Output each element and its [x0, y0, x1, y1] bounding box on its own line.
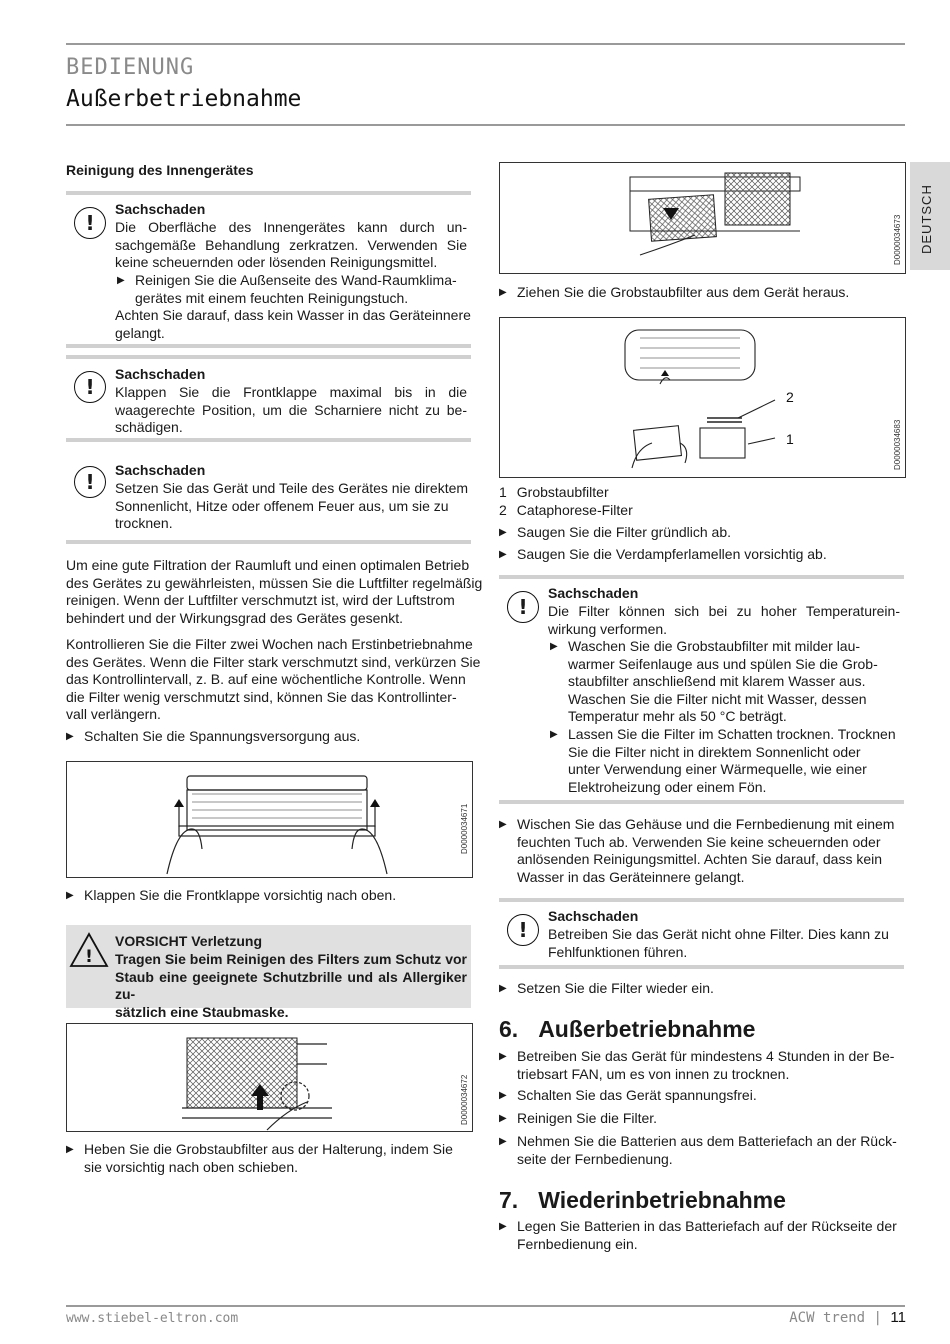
sec6-step-4: ▶ Nehmen Sie die Batterien aus dem Batteriefach an der Rück- seite der Fernbedienung. — [499, 1133, 897, 1168]
footer-rule — [66, 1305, 905, 1307]
warning-title: Sachschaden — [115, 201, 206, 217]
warning-box-2 — [66, 355, 471, 443]
section-6-heading: 6. Außerbetriebnahme — [499, 1016, 756, 1042]
warning-note: Achten Sie darauf, dass kein Wasser in das Geräteinnere gelangt. — [115, 307, 471, 341]
warning-icon: ! — [507, 591, 539, 623]
sec6-step-3: ▶ Reinigen Sie die Filter. — [499, 1110, 657, 1128]
page-title: Außerbetriebnahme — [66, 86, 302, 112]
footer-product: ACW trend — [789, 1310, 866, 1326]
figure-illustration — [67, 762, 472, 877]
figure-label-1: 1 — [786, 431, 794, 447]
warning-text: Die Oberfläche des Innengerätes kann durch un- sachgemäße Behandlung zerkratzen. Verwenden Sie keine scheuernden oder lösenden Reinigungsmittel. — [115, 219, 467, 271]
footer-url[interactable]: www.stiebel-eltron.com — [66, 1311, 239, 1326]
figure-label-2: 2 — [786, 389, 794, 405]
step-open-flap: ▶ Klappen Sie die Frontklappe vorsichtig nach oben. — [66, 887, 396, 905]
figure-code: D0000034672 — [460, 1074, 469, 1125]
page-number: 11 — [890, 1309, 906, 1326]
warning-text: Betreiben Sie das Gerät nicht ohne Filter. Dies kann zu Fehlfunktionen führen. — [548, 926, 889, 960]
warning-title: Sachschaden — [548, 585, 639, 601]
warning-text: Die Filter können sich bei zu hoher Temperaturein- wirkung verformen. — [548, 603, 900, 637]
caution-triangle-icon — [69, 932, 109, 968]
figure-illustration — [67, 1024, 472, 1131]
warning-title: Sachschaden — [115, 366, 206, 382]
header-bottom-rule — [66, 124, 905, 126]
warning-bullet-wash: ▶ Waschen Sie die Grobstaubfilter mit milder lau- warmer Seifenlauge aus und spülen Sie die Grob- staubfilter anschließend mit klarem Wasser aus. Waschen Sie die Filter nicht mit Wasser, dessen Temperatur mehr als 50 °C beträgt. — [550, 638, 908, 726]
cleaning-heading: Reinigung des Innengerätes — [66, 162, 254, 178]
step-pull-filter: ▶ Ziehen Sie die Grobstaubfilter aus dem Gerät heraus. — [499, 284, 849, 302]
warning-box-4 — [499, 575, 904, 807]
step-vacuum-filters: ▶ Saugen Sie die Filter gründlich ab. — [499, 524, 731, 542]
warning-icon: ! — [74, 207, 106, 239]
warning-icon: ! — [74, 466, 106, 498]
figure-filter-types — [499, 317, 906, 478]
step-lift-filter: ▶ Heben Sie die Grobstaubfilter aus der Halterung, indem Sie sie vorsichtig nach oben schieben. — [66, 1141, 453, 1176]
figure-open-flap — [66, 761, 473, 878]
sec6-step-2: ▶ Schalten Sie das Gerät spannungsfrei. — [499, 1087, 757, 1105]
step-power-off: ▶ Schalten Sie die Spannungsversorgung aus. — [66, 728, 360, 746]
filter-check-paragraph: Kontrollieren Sie die Filter zwei Wochen nach Erstinbetriebnahme des Gerätes. Wenn die Filter stark verschmutzt sind, verkürzen Sie das Kontrollintervall, z. B. auf eine wöchentliche Kontrolle. Wenn die Filter wenig verschmutzt sind, können Sie das Kontrollinter- vall verlängern. — [66, 636, 481, 723]
section-label: BEDIENUNG — [66, 55, 195, 80]
footer-page-info — [789, 1309, 906, 1326]
figure-illustration — [500, 163, 905, 273]
section-7-heading: 7. Wiederinbetriebnahme — [499, 1187, 786, 1213]
figure-pull-filter — [499, 162, 906, 274]
warning-icon: ! — [507, 914, 539, 946]
warning-box-5 — [499, 898, 904, 970]
caution-box — [66, 925, 471, 1020]
caution-title: VORSICHT Verletzung — [115, 933, 263, 949]
language-tab — [910, 162, 950, 270]
svg-text:!: ! — [85, 947, 93, 967]
warning-box-1 — [66, 191, 471, 351]
warning-text: Klappen Sie die Frontklappe maximal bis in die waagerechte Position, um die Scharniere nicht zu be- schädigen. — [115, 384, 467, 436]
warning-icon: ! — [74, 371, 106, 403]
sec6-step-1: ▶ Betreiben Sie das Gerät für mindestens 4 Stunden in der Be- triebsart FAN, um es von innen zu trocknen. — [499, 1048, 894, 1083]
warning-text: Setzen Sie das Gerät und Teile des Gerätes nie direktem Sonnenlicht, Hitze oder offenem Feuer aus, um sie zu trocknen. — [115, 480, 469, 532]
sec7-step-1: ▶ Legen Sie Batterien in das Batteriefach auf der Rückseite der Fernbedienung ein. — [499, 1218, 897, 1253]
caution-text: Tragen Sie beim Reinigen des Filters zum Schutz vor Staub eine geeignete Schutzbrille und als Allergiker zu- sätzlich eine Staubmaske. — [115, 951, 467, 1020]
warning-title: Sachschaden — [115, 462, 206, 478]
figure-code: D0000034683 — [893, 419, 902, 470]
footer-separator: | — [873, 1310, 882, 1326]
figure-code: D0000034671 — [460, 803, 469, 854]
figure-illustration — [500, 318, 905, 477]
step-refit-filters: ▶ Setzen Sie die Filter wieder ein. — [499, 980, 714, 998]
filtration-paragraph: Um eine gute Filtration der Raumluft und einen optimalen Betrieb des Gerätes zu gewährleisten, müssen Sie die Luftfilter regelmäßig reinigen. Wenn der Luftfilter verschmutzt ist, wird der Luftstrom behindert und der Wirkungsgrad des Gerätes gesenkt. — [66, 557, 483, 626]
warning-title: Sachschaden — [548, 908, 639, 924]
warning-bullet-dry: ▶ Lassen Sie die Filter im Schatten trocknen. Trocknen Sie die Filter nicht in direktem Sonnenlicht oder unter Verwendung einer Wärmequelle, wie einer Elektroheizung oder einem Fön. — [550, 726, 908, 796]
warning-box-3 — [66, 450, 471, 538]
step-wipe-housing: ▶ Wischen Sie das Gehäuse und die Fernbedienung mit einem feuchten Tuch ab. Verwenden Sie keine scheuernden oder anlösenden Reinigungsmittel. Achten Sie darauf, dass kein Wasser in das Geräteinnere gelangt. — [499, 816, 894, 886]
header-top-rule — [66, 43, 905, 45]
figure-lift-filter — [66, 1023, 473, 1132]
language-tab-label: DEUTSCH — [919, 184, 934, 254]
warning-bullet: ▶ Reinigen Sie die Außenseite des Wand-Raumklima- gerätes mit einem feuchten Reinigungstuch. — [117, 272, 475, 307]
figure-legend: 1 Grobstaubfilter 2 Cataphorese-Filter — [499, 484, 633, 518]
step-vacuum-fins: ▶ Saugen Sie die Verdampferlamellen vorsichtig ab. — [499, 546, 827, 564]
figure-code: D0000034673 — [893, 214, 902, 265]
